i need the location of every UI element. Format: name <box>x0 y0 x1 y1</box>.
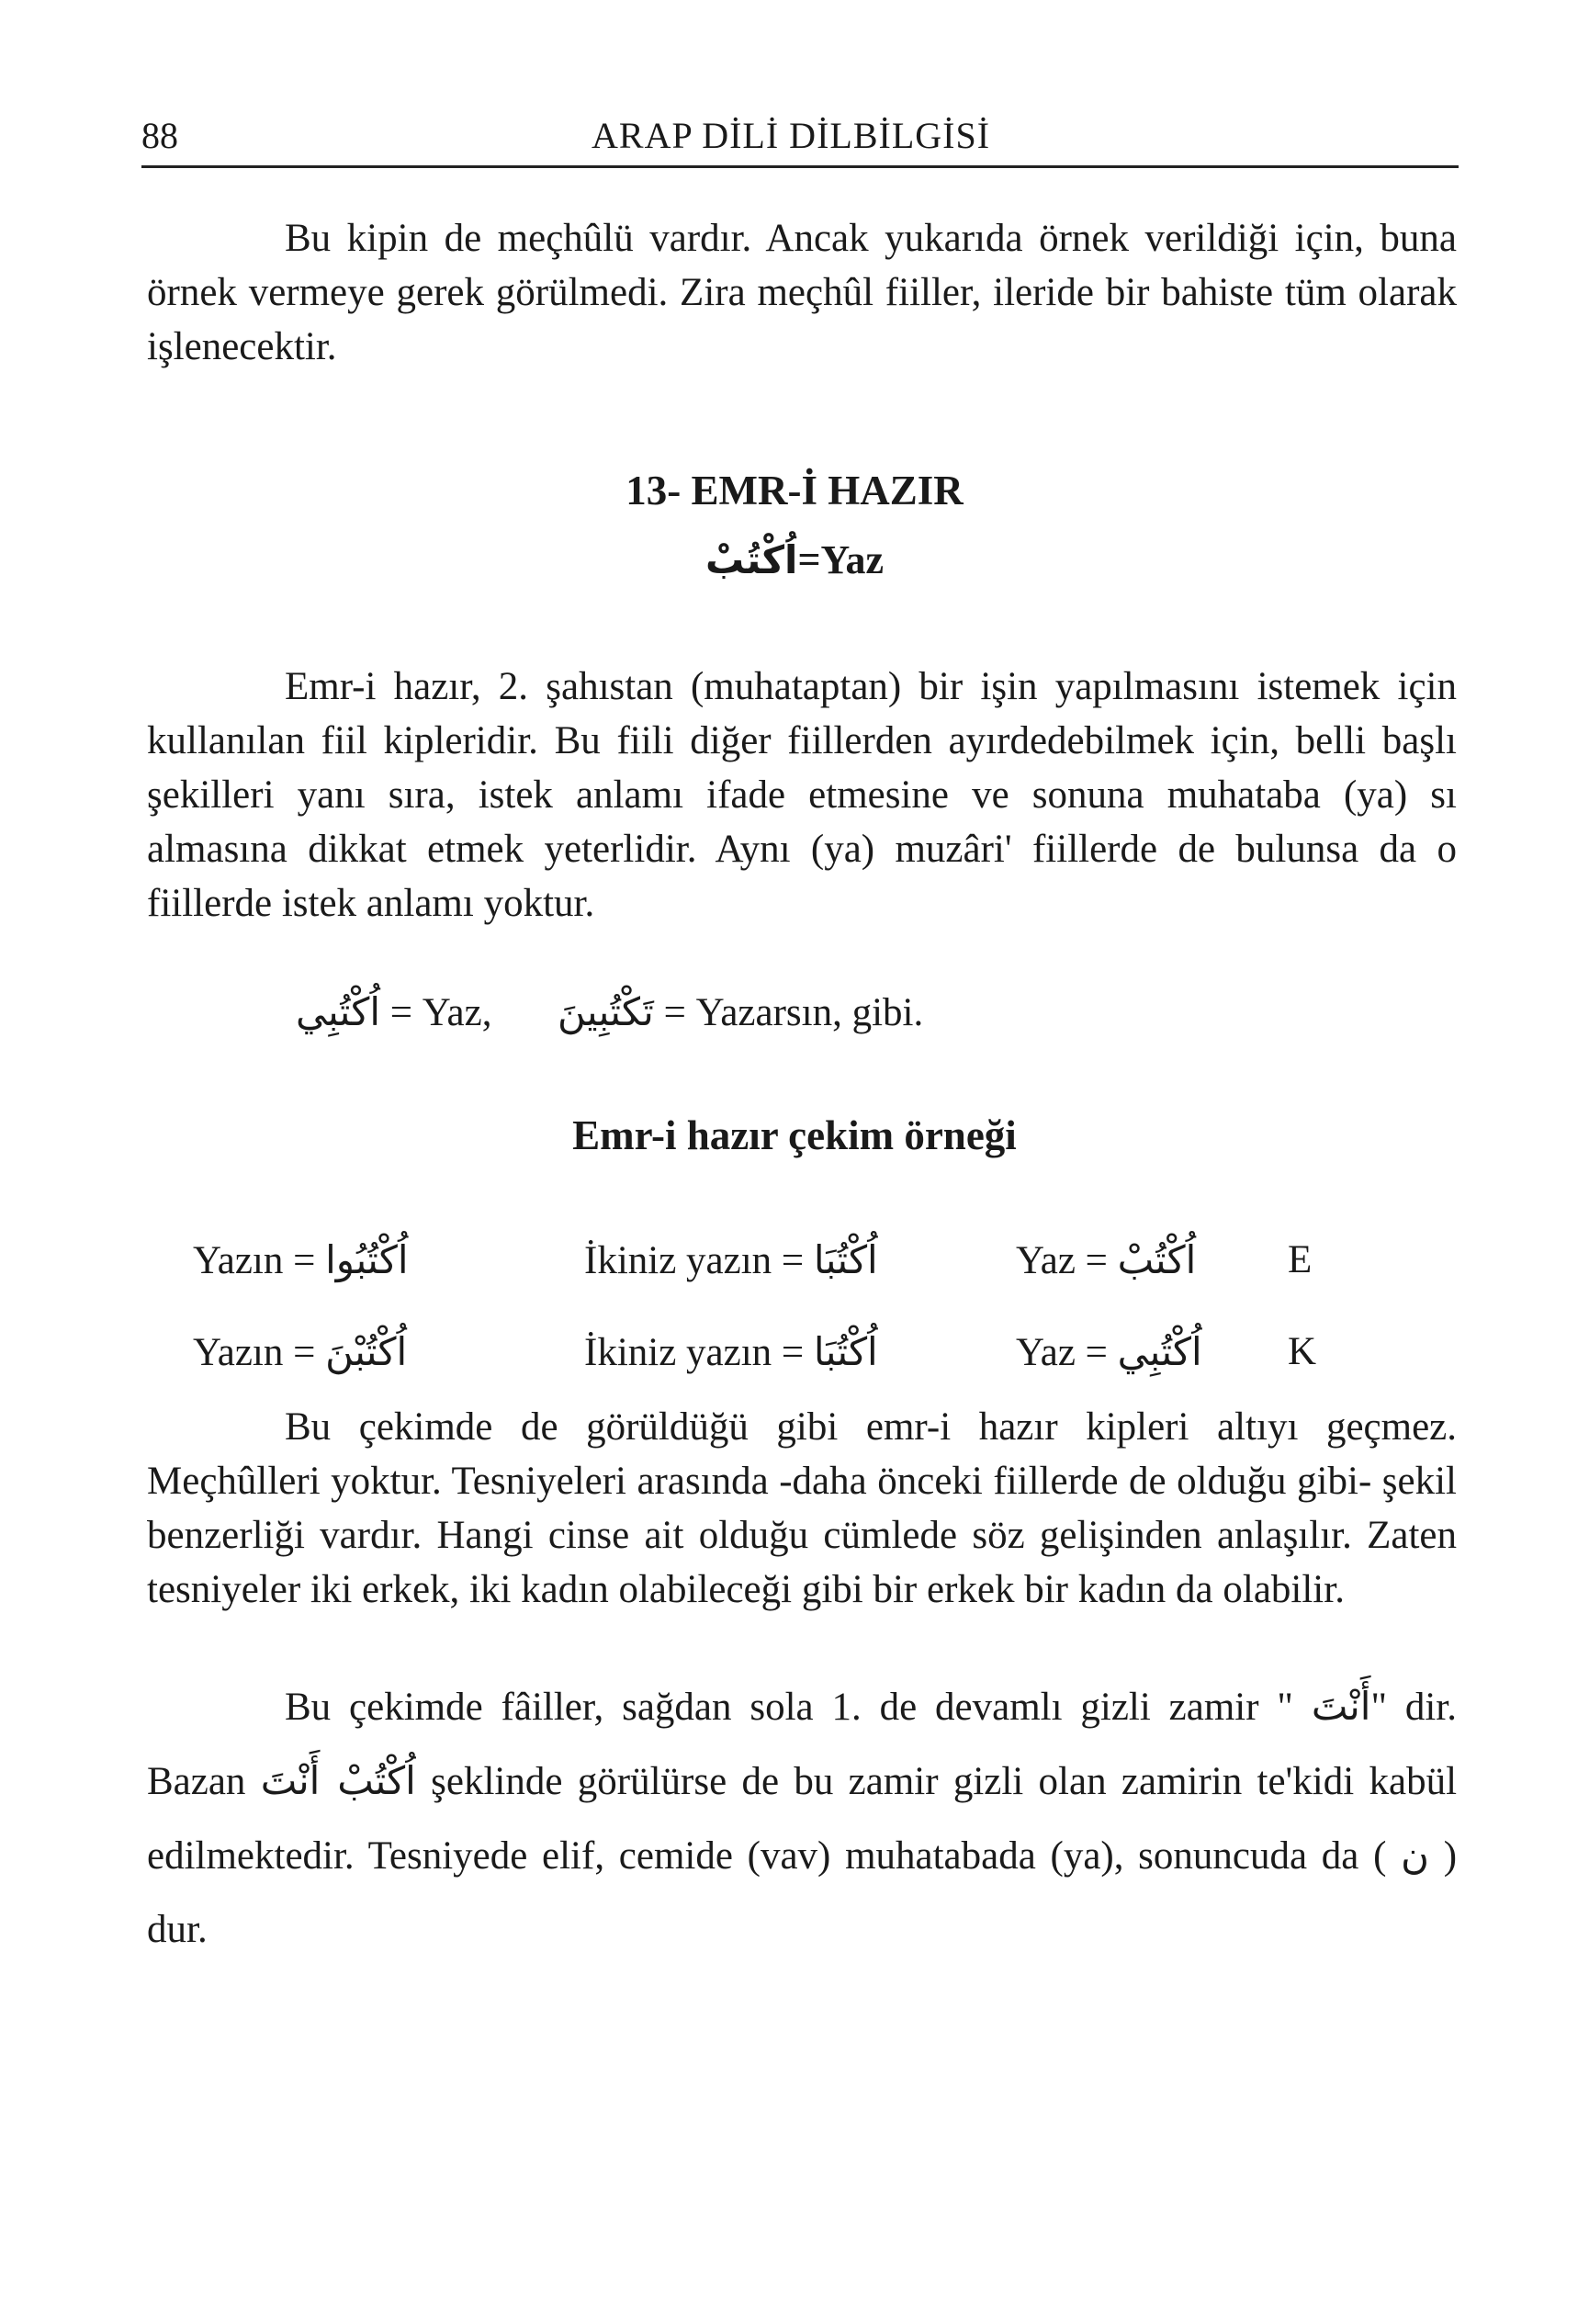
plural-arabic: اُكْتُبُوا <box>325 1237 409 1282</box>
section-example <box>0 533 1589 588</box>
running-title: ARAP DİLİ DİLBİLGİSİ <box>592 115 991 156</box>
singular-label: Yaz = <box>1016 1331 1108 1374</box>
singular-arabic: اُكْتُبْ <box>1117 1237 1197 1282</box>
comparison-word-2: تَكْتُبِينَ <box>557 989 654 1034</box>
singular-arabic: اُكْتُبِي <box>1117 1329 1202 1374</box>
dual-cell <box>584 1233 878 1289</box>
page-number: 88 <box>141 115 178 156</box>
plural-arabic: اُكْتُبْنَ <box>325 1329 408 1374</box>
emphasis-example-arabic: اُكْتُبْ أَنْتَ <box>260 1758 416 1803</box>
singular-cell <box>1016 1233 1196 1289</box>
singular-label: Yaz = <box>1016 1239 1108 1282</box>
notes-after-pronoun: " dir. Bazan <box>147 1686 1458 1803</box>
notes-rest: şeklinde görülürse de bu zamir gizli olan zamirin te'kidi kabül edilmektedir. Tesniyede elif, cemide (vav) muhatabada (ya), sonuncuda da ( <box>147 1760 1458 1878</box>
section-heading: 13- EMR-İ HAZIR <box>625 468 964 513</box>
page-header <box>141 108 1459 164</box>
notes-paragraph-1: Bu çekimde de görüldüğü gibi emr-i hazır kipleri altıyı geçmez. Meçhûlleri yoktur. Tesniyeleri arasında -daha önceki fiillerde de olduğu gibi- şekil benzerliği vardır. Hangi cinse ait olduğu cümlede söz gelişinden anlaşılır. Zaten tesniyeler iki erkek, iki kadın olabileceği gibi bir erkek bir kadın da olabilir. <box>147 1405 1457 1611</box>
example-arabic-word: اُكْتُبْ <box>705 537 798 582</box>
dual-label: İkiniz yazın = <box>584 1239 805 1282</box>
gender-marker: K <box>1288 1330 1317 1373</box>
notes-paragraph-2 <box>147 1670 1457 1967</box>
dual-cell <box>584 1325 878 1381</box>
intro-paragraph: Bu kipin de meçhûlü vardır. Ancak yukarıda örnek verildiği için, buna örnek vermeye gerek görülmedi. Zira meçhûl fiiller, ileride bir bahiste tüm olarak işlenecektir. <box>147 217 1457 368</box>
conjugation-heading: Emr-i hazır çekim örneği <box>572 1112 1017 1158</box>
dual-arabic: اُكْتُبَا <box>813 1237 878 1282</box>
dual-arabic: اُكْتُبَا <box>813 1329 878 1374</box>
plural-label: Yazın = <box>193 1331 316 1374</box>
comparison-word-1: اُكْتُبِي <box>296 989 381 1034</box>
header-rule <box>141 165 1459 168</box>
plural-cell <box>193 1233 409 1289</box>
singular-cell <box>1016 1325 1202 1381</box>
notes-line-1: Bu çekimde fâiller, sağdan sola 1. de devamlı gizli zamir " <box>285 1686 1293 1729</box>
gender-marker: E <box>1288 1238 1313 1281</box>
comparison-meaning-1: = Yaz, <box>389 991 492 1034</box>
plural-cell <box>193 1325 407 1381</box>
example-meaning: =Yaz <box>797 537 884 582</box>
nun-letter: ن <box>1401 1833 1429 1878</box>
notes-end: ) dur. <box>147 1834 1458 1951</box>
dual-label: İkiniz yazın = <box>584 1331 805 1374</box>
plural-label: Yazın = <box>193 1239 316 1282</box>
comparison-meaning-2: = Yazarsın, gibi. <box>663 991 924 1034</box>
comparison-line <box>296 985 923 1041</box>
pronoun-arabic: أَنْتَ <box>1311 1684 1371 1729</box>
description-paragraph: Emr-i hazır, 2. şahıstan (muhataptan) bir işin yapılmasını istemek için kullanılan fiil kipleridir. Bu fiili diğer fiillerden ayırdedebilmek için, belli başlı şekilleri yanı sıra, istek anlamı ifade etmesine ve sonuna muhataba (ya) sı almasına dikkat etmek yeterlidir. Aynı (ya) muzâri' fiillerde de bulunsa da o fiillerde istek anlamı yoktur. <box>147 665 1457 925</box>
